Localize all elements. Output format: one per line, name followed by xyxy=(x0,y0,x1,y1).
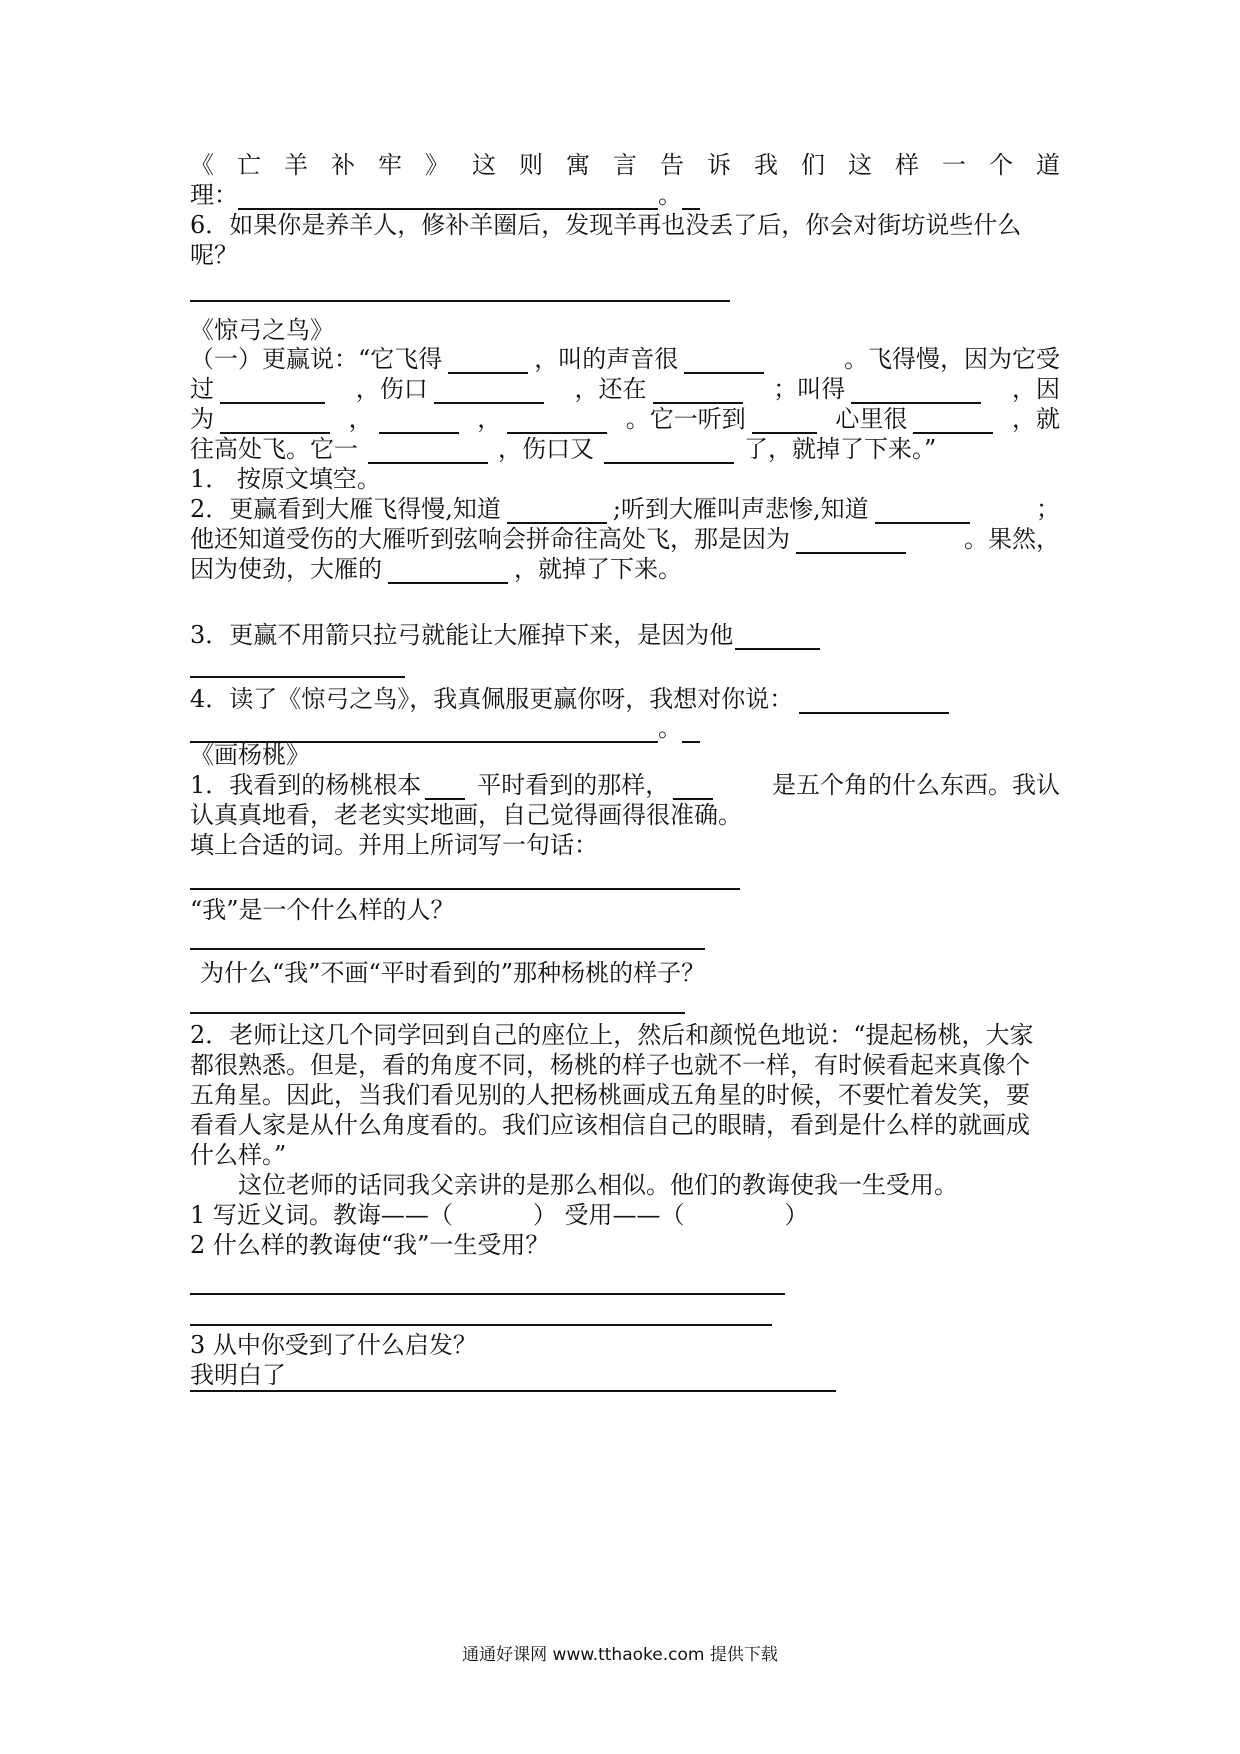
answer-line[interactable] xyxy=(190,300,730,302)
section-title: 《惊弓之鸟》 xyxy=(190,316,334,344)
q1-text: 1． 按原文填空。 xyxy=(190,465,381,493)
answer-blank[interactable] xyxy=(379,406,459,434)
period-text: 。 xyxy=(658,714,682,742)
answer-blank[interactable] xyxy=(507,406,607,434)
q2-line-3 xyxy=(190,554,682,584)
moral-char: 这 xyxy=(848,151,872,179)
passage-line-3 xyxy=(190,404,1060,434)
answer-line[interactable] xyxy=(190,676,405,678)
question-text: 是五个角的什么东西。我认 xyxy=(772,771,1060,799)
answer-blank[interactable] xyxy=(507,496,607,524)
passage-text: ；叫得 xyxy=(773,375,846,403)
question-text: ） xyxy=(784,1201,809,1229)
passage-text: ，叫的声音很 xyxy=(534,345,679,373)
answer-line[interactable] xyxy=(190,1293,785,1295)
passage-text: （一）更赢说：“它飞得 xyxy=(190,345,443,373)
passage-line: 这位老师的话同我父亲讲的是那么相似。他们的教诲使我一生受用。 xyxy=(238,1171,958,1199)
question-text: ，就掉了下来。 xyxy=(514,555,682,583)
answer-blank[interactable] xyxy=(673,772,713,800)
moral-char: 则 xyxy=(519,151,543,179)
yt-q1-line-2: 认真真地看，老老实实地画，自己觉得画得很准确。 xyxy=(190,801,742,829)
passage-line-2 xyxy=(190,374,1060,404)
question-text: 。果然， xyxy=(964,525,1060,553)
question-text: 3．更赢不用箭只拉弓就能让大雁掉下来，是因为他 xyxy=(190,621,734,649)
moral-char: 个 xyxy=(989,151,1013,179)
moral-char: 言 xyxy=(613,151,637,179)
answer-blank[interactable] xyxy=(684,346,764,374)
sub3-text: 3 从中你受到了什么启发？ xyxy=(190,1331,477,1359)
answer-blank[interactable] xyxy=(238,182,658,210)
passage-text: ，因 xyxy=(1012,375,1060,403)
passage-text: ，还在 xyxy=(574,375,647,403)
q2-line-1 xyxy=(190,494,1060,524)
question-text: 1．我看到的杨桃根本 xyxy=(190,771,422,799)
answer-blank[interactable] xyxy=(434,376,544,404)
moral-char: 寓 xyxy=(566,151,590,179)
answer-blank[interactable] xyxy=(368,436,488,464)
passage-text: 过 xyxy=(190,375,214,403)
answer-blank[interactable] xyxy=(796,526,906,554)
question-text: 他还知道受伤的大雁听到弦响会拼命往高处飞，那是因为 xyxy=(190,525,790,553)
moral-char: 羊 xyxy=(284,151,308,179)
passage-line: 五角星。因此，当我们看见别的人把杨桃画成五角星的时候，不要忙着发笑，要 xyxy=(190,1081,1030,1109)
answer-blank[interactable] xyxy=(851,376,981,404)
question-text: ； xyxy=(1036,495,1060,523)
answer-blank[interactable] xyxy=(875,496,970,524)
question-text: 2．更赢看到大雁飞得慢,知道 xyxy=(190,495,501,523)
answer-line[interactable] xyxy=(190,888,740,890)
answer-blank[interactable] xyxy=(220,376,325,404)
answer-blank[interactable] xyxy=(448,346,528,374)
moral-char: 诉 xyxy=(707,151,731,179)
passage-line: 看看人家是从什么角度看的。我们应该相信自己的眼睛，看到是什么样的就画成 xyxy=(190,1111,1030,1139)
q6-text: 6．如果你是养羊人，修补羊圈后，发现羊再也没丢了后，你会对街坊说些什么 xyxy=(190,211,1022,239)
sub2-text: 2 什么样的教诲使“我”一生受用？ xyxy=(190,1231,550,1259)
question-text: 平时看到的那样， xyxy=(477,771,670,799)
moral-answer-line xyxy=(190,180,700,210)
answer-blank[interactable] xyxy=(752,406,817,434)
sub3-answer-line xyxy=(190,1360,836,1390)
q4-text xyxy=(190,684,955,714)
passage-text: ， xyxy=(348,405,373,433)
moral-char: 亡 xyxy=(237,151,261,179)
yt-q-why: 为什么“我”不画“平时看到的”那种杨桃的样子？ xyxy=(200,959,706,987)
answer-line[interactable] xyxy=(190,948,705,950)
passage-text: ，伤口 xyxy=(355,375,428,403)
answer-blank[interactable] xyxy=(604,436,734,464)
passage-line: 都很熟悉。但是，看的角度不同，杨桃的样子也就不一样，有时候看起来真像个 xyxy=(190,1051,1030,1079)
passage-text: 为 xyxy=(190,405,214,433)
question-text: 4．读了《惊弓之鸟》，我真佩服更赢你呀，我想对你说： xyxy=(190,685,794,713)
passage-text: ， xyxy=(477,405,502,433)
moral-char: 》 xyxy=(425,151,449,179)
q4-answer-line xyxy=(190,713,700,743)
period-text: 。 xyxy=(658,181,682,209)
answer-blank[interactable] xyxy=(388,556,508,584)
passage-line-4 xyxy=(190,434,936,464)
moral-char: 们 xyxy=(801,151,825,179)
synonym-question xyxy=(190,1200,809,1230)
q6-text-cont: 呢？ xyxy=(190,241,238,269)
passage-text: 心里很 xyxy=(835,405,908,433)
answer-line[interactable] xyxy=(190,1324,772,1326)
passage-text: ，就 xyxy=(1011,405,1060,433)
question-text: ） 受用——（ xyxy=(532,1201,685,1229)
answer-line[interactable] xyxy=(190,1012,685,1014)
moral-char: 牢 xyxy=(378,151,402,179)
passage-text: 往高处飞。它一 xyxy=(190,435,358,463)
answer-blank[interactable] xyxy=(735,622,820,650)
answer-blank[interactable] xyxy=(190,715,658,743)
section-title: 《画杨桃》 xyxy=(190,741,310,769)
passage-line: 什么样。” xyxy=(190,1141,287,1169)
passage-text: ，伤口又 xyxy=(498,435,594,463)
moral-char: 《 xyxy=(190,151,214,179)
moral-char: 我 xyxy=(754,151,778,179)
answer-blank[interactable] xyxy=(220,406,330,434)
answer-blank[interactable] xyxy=(425,772,465,800)
q3-text xyxy=(190,620,822,650)
footer-text: 通通好课网 www.tthaoke.com 提供下载 xyxy=(462,1645,778,1665)
passage-text: 。它一听到 xyxy=(625,405,746,433)
moral-cont-text: 理： xyxy=(190,181,238,209)
moral-char: 补 xyxy=(331,151,355,179)
answer-blank[interactable] xyxy=(286,1364,836,1392)
moral-char: 告 xyxy=(660,151,684,179)
moral-char: 道 xyxy=(1036,151,1060,179)
answer-blank[interactable] xyxy=(653,376,743,404)
question-text: ;听到大雁叫声悲惨,知道 xyxy=(612,495,869,523)
question-text: 因为使劲，大雁的 xyxy=(190,555,382,583)
moral-char: 样 xyxy=(895,151,919,179)
moral-char: 一 xyxy=(942,151,966,179)
answer-blank[interactable] xyxy=(913,406,993,434)
passage-text: 了，就掉了下来。” xyxy=(744,435,937,463)
moral-char: 这 xyxy=(472,151,496,179)
question-text: 1 写近义词。教诲——（ xyxy=(190,1201,453,1229)
passage-line-1 xyxy=(190,344,1060,374)
yt-q1-line-1 xyxy=(190,770,1060,800)
yt-q1-line-3: 填上合适的词。并用上所词写一句话： xyxy=(190,831,598,859)
moral-question-line xyxy=(190,150,1060,180)
answer-blank[interactable] xyxy=(682,715,700,743)
passage-line: 2．老师让这几个同学回到自己的座位上，然后和颜悦色地说：“提起杨桃，大家 xyxy=(190,1021,1034,1049)
passage-text: 。飞得慢，因为它受 xyxy=(844,345,1060,373)
yt-q-me: “我”是一个什么样的人？ xyxy=(190,896,455,924)
answer-blank[interactable] xyxy=(682,182,700,210)
q2-line-2 xyxy=(190,524,1060,554)
answer-prefix: 我明白了 xyxy=(190,1360,286,1392)
answer-blank[interactable] xyxy=(799,686,949,714)
